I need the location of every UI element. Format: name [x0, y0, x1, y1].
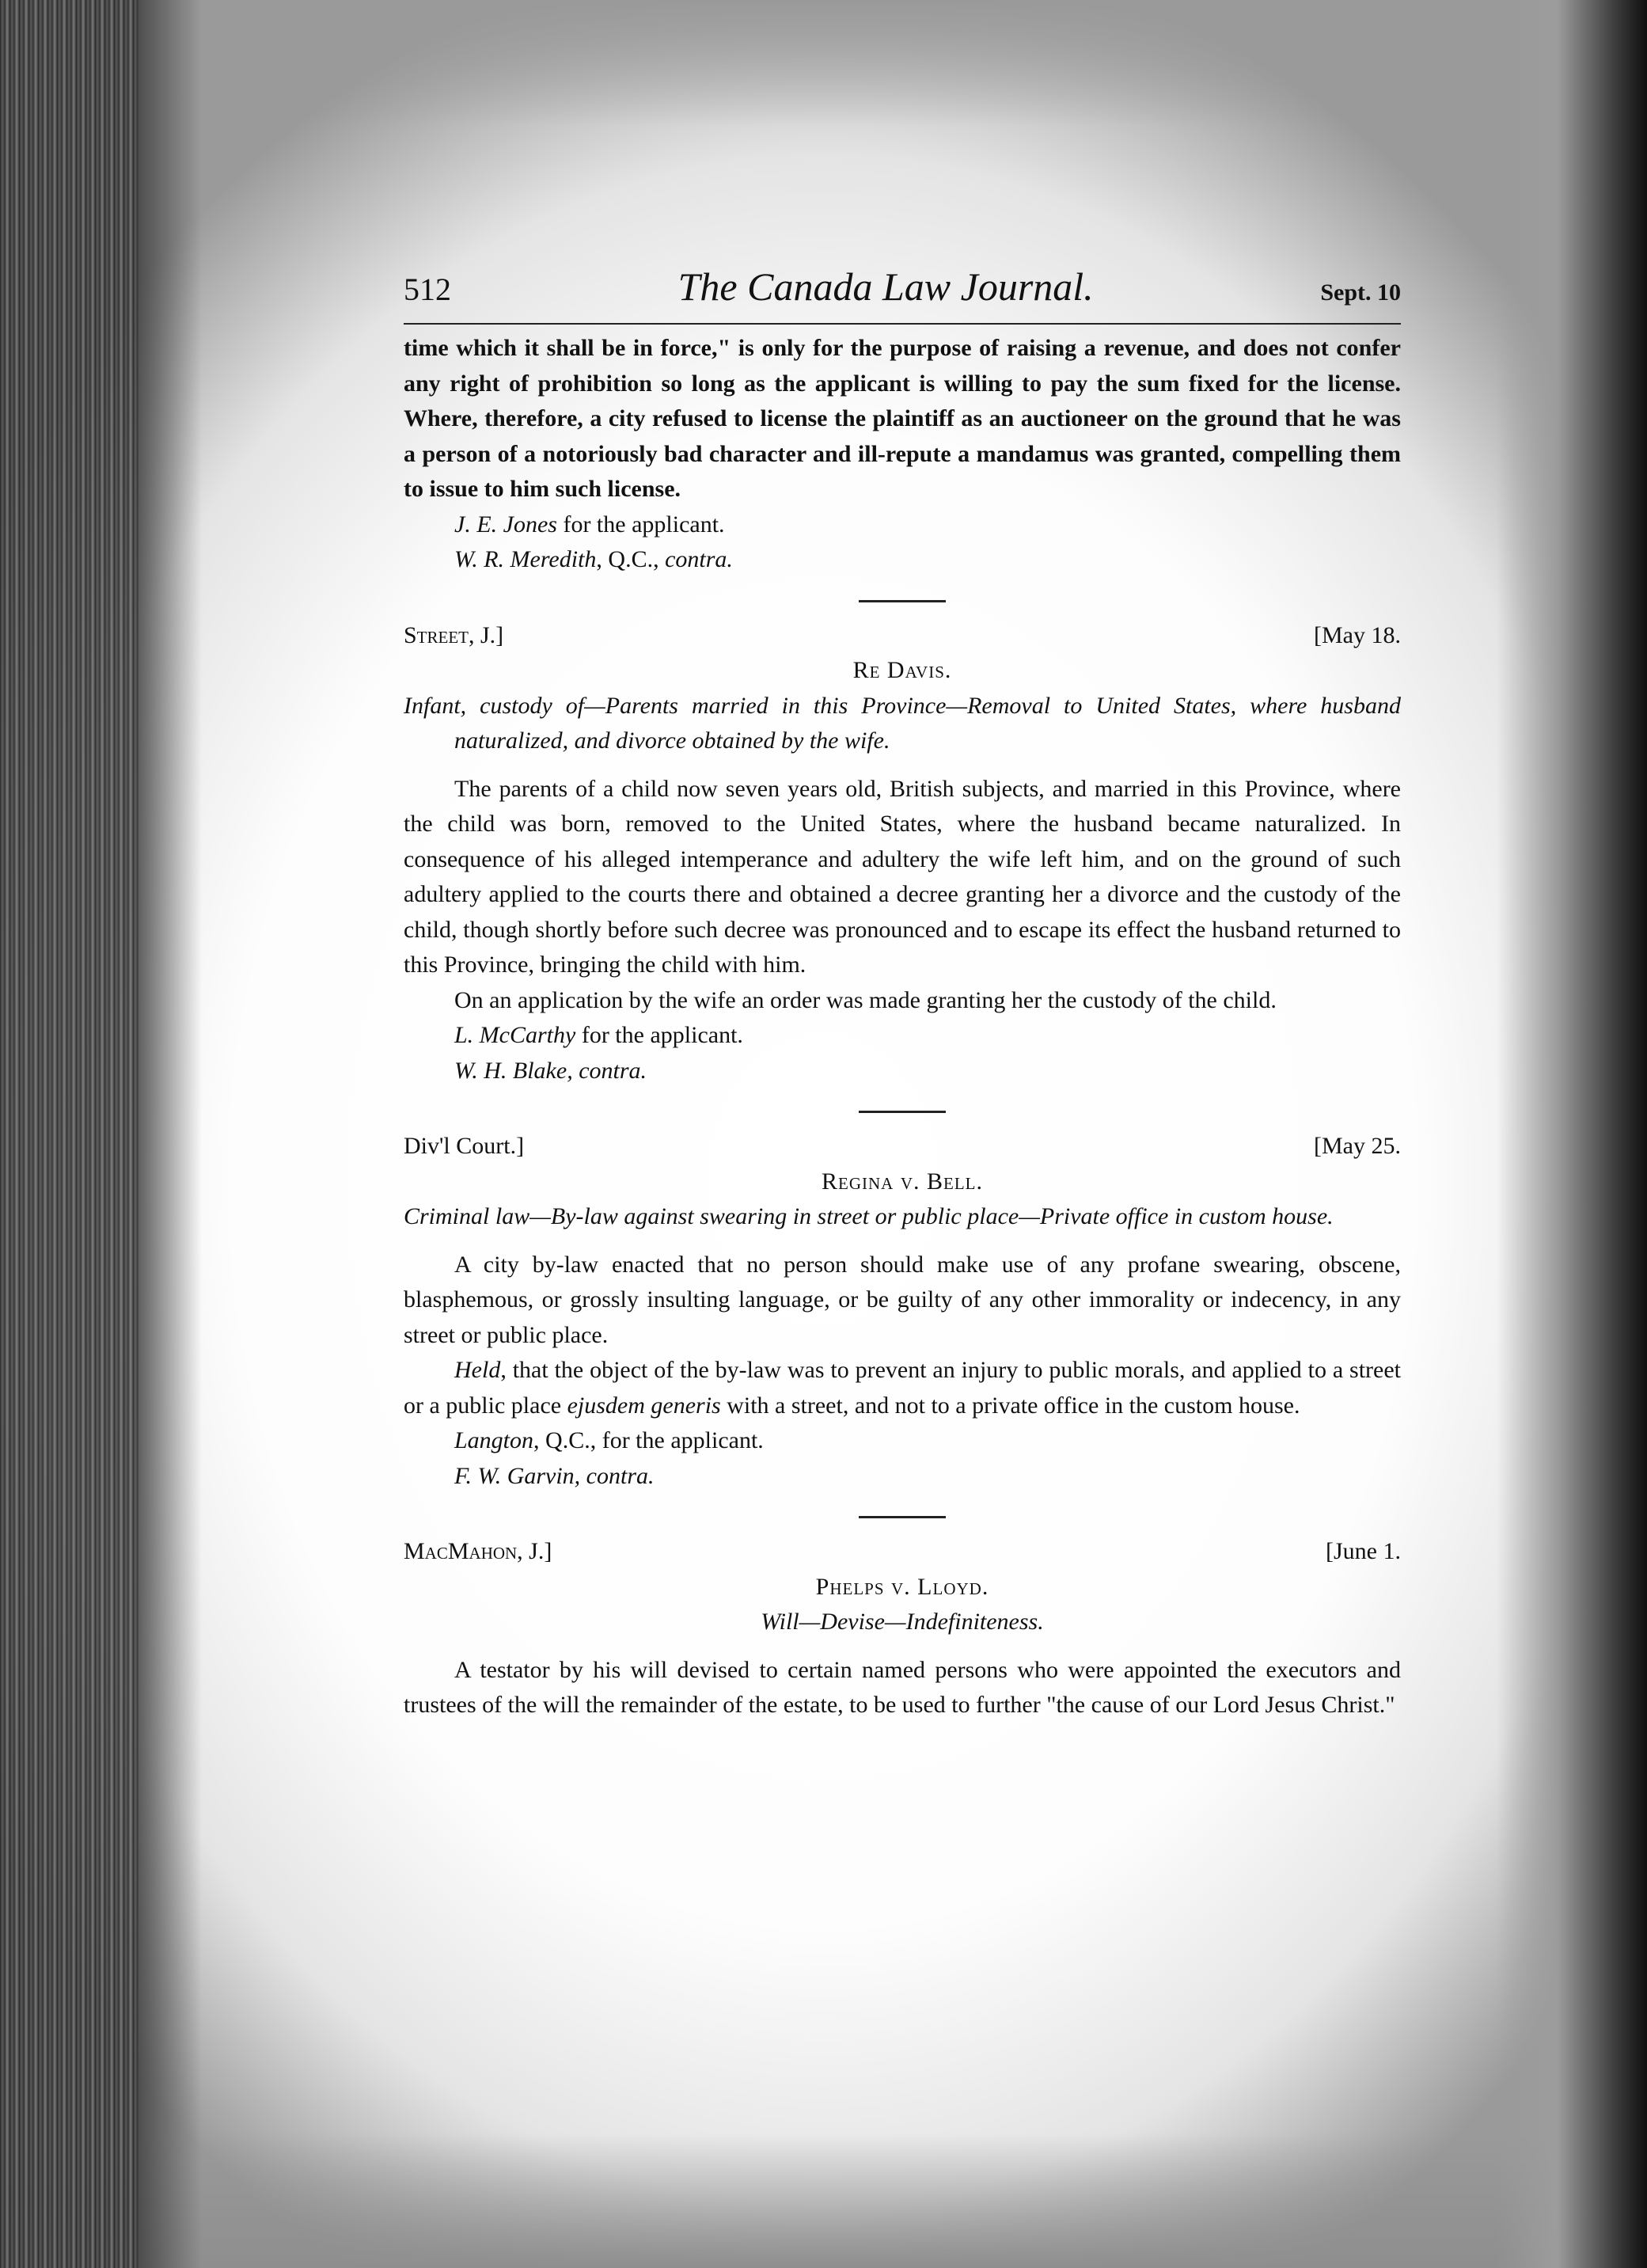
- gutter-shadow: [139, 0, 202, 2268]
- counsel-line: [404, 1423, 1401, 1459]
- book-spine-edge: [0, 0, 139, 2268]
- case-paragraph: A testator by his will devised to certain named persons who were appointed the executors and trustees of the will the remainder of the estate, to be used to further "the cause of our Lord Jesus Christ.": [404, 1656, 1401, 1718]
- case-name: Re Davis.: [852, 657, 952, 683]
- journal-page: [404, 264, 1401, 1723]
- counsel-name: W. R. Meredith: [454, 546, 597, 572]
- decision-date: [May 25.: [1314, 1133, 1401, 1159]
- scan-bottom-edge: [0, 2133, 1647, 2268]
- court-name: MacMahon, J.]: [404, 1538, 552, 1564]
- section-divider: [859, 600, 946, 602]
- page-number: 512: [404, 272, 451, 307]
- case-name: Regina v. Bell.: [822, 1168, 983, 1195]
- case-regina-v-bell: [404, 1129, 1401, 1494]
- case-paragraph: A city by-law enacted that no person should make use of any profane swearing, obscene, blasphemous, or grossly insulting language, or be guilty of any other immorality or indecency, in any street or public place.: [404, 1251, 1401, 1348]
- held-text: , that the object of the by-law was to prevent an injury to public morals, and applied to a street or a public place: [404, 1357, 1401, 1419]
- subject-line: Will—Devise—Indefiniteness.: [761, 1609, 1044, 1635]
- counsel-name: Langton: [454, 1427, 534, 1453]
- counsel-line: [404, 1054, 1401, 1089]
- held-lead: Held: [454, 1357, 501, 1383]
- latin-phrase: ejusdem generis: [567, 1392, 721, 1419]
- case-phelps-v-lloyd: [404, 1534, 1401, 1723]
- intro-paragraph: time which it shall be in force," is only for the purpose of raising a revenue, and does not confer any right of prohibition so long as the applicant is willing to pay the sum fixed for the license. Where, therefore, a city refused to license the plaintiff as an auctioneer on the ground that he was a person of a notoriously bad character and ill-repute a mandamus was granted, compelling them to issue to him such license.: [404, 335, 1401, 502]
- counsel-name: J. E. Jones: [454, 511, 557, 538]
- counsel-name: F. W. Garvin, contra.: [454, 1462, 655, 1489]
- court-name: Div'l Court.]: [404, 1133, 525, 1159]
- issue-date: Sept. 10: [1320, 279, 1401, 306]
- case-paragraph: The parents of a child now seven years old, British subjects, and married in this Province, where the child was born, removed to the United States, where the husband became naturalized. In consequence of his alleged intemperance and adultery the wife left him, and on the ground of such adultery applied to the courts there and obtained a decree granting her a divorce and the custody of the child, though shortly before such decree was pronounced and to escape its effect the husband returned to this Province, bringing the child with him.: [404, 775, 1401, 978]
- counsel-name: W. H. Blake, contra.: [454, 1057, 647, 1084]
- decision-date: [June 1.: [1326, 1538, 1401, 1564]
- journal-title: The Canada Law Journal.: [677, 264, 1094, 309]
- headnote: Criminal law—By-law against swearing in street or public place—Private office in custom house.: [404, 1203, 1334, 1229]
- court-line: [404, 618, 1401, 654]
- case-paragraph: On an application by the wife an order was made granting her the custody of the child.: [454, 986, 1277, 1013]
- running-header: [404, 264, 1401, 325]
- held-paragraph: [404, 1353, 1401, 1423]
- counsel-contra: contra.: [665, 546, 733, 572]
- counsel-text: for the applicant.: [575, 1022, 743, 1048]
- section-divider: [859, 1516, 946, 1518]
- court-line: [404, 1534, 1401, 1570]
- held-text: with a street, and not to a private office in the custom house.: [720, 1392, 1300, 1419]
- decision-date: [May 18.: [1314, 621, 1401, 648]
- headnote: Infant, custody of—Parents married in this Province—Removal to United States, where husband naturalized, and divorce obtained by the wife.: [404, 692, 1401, 754]
- counsel-line: [404, 507, 1401, 543]
- case-re-davis: [404, 618, 1401, 1089]
- scan-top-edge: [0, 0, 1647, 127]
- counsel-text: , Q.C.,: [596, 546, 666, 572]
- court-name: Street, J.]: [404, 621, 504, 648]
- counsel-line: [404, 1459, 1401, 1495]
- counsel-text: , Q.C., for the applicant.: [533, 1427, 764, 1453]
- counsel-text: for the applicant.: [556, 511, 725, 538]
- section-divider: [859, 1111, 946, 1113]
- counsel-name: L. McCarthy: [454, 1022, 576, 1048]
- case-name: Phelps v. Lloyd.: [815, 1573, 989, 1600]
- scan-right-edge: [1497, 0, 1647, 2268]
- court-line: [404, 1129, 1401, 1164]
- counsel-line: [404, 542, 1401, 578]
- counsel-line: [404, 1018, 1401, 1054]
